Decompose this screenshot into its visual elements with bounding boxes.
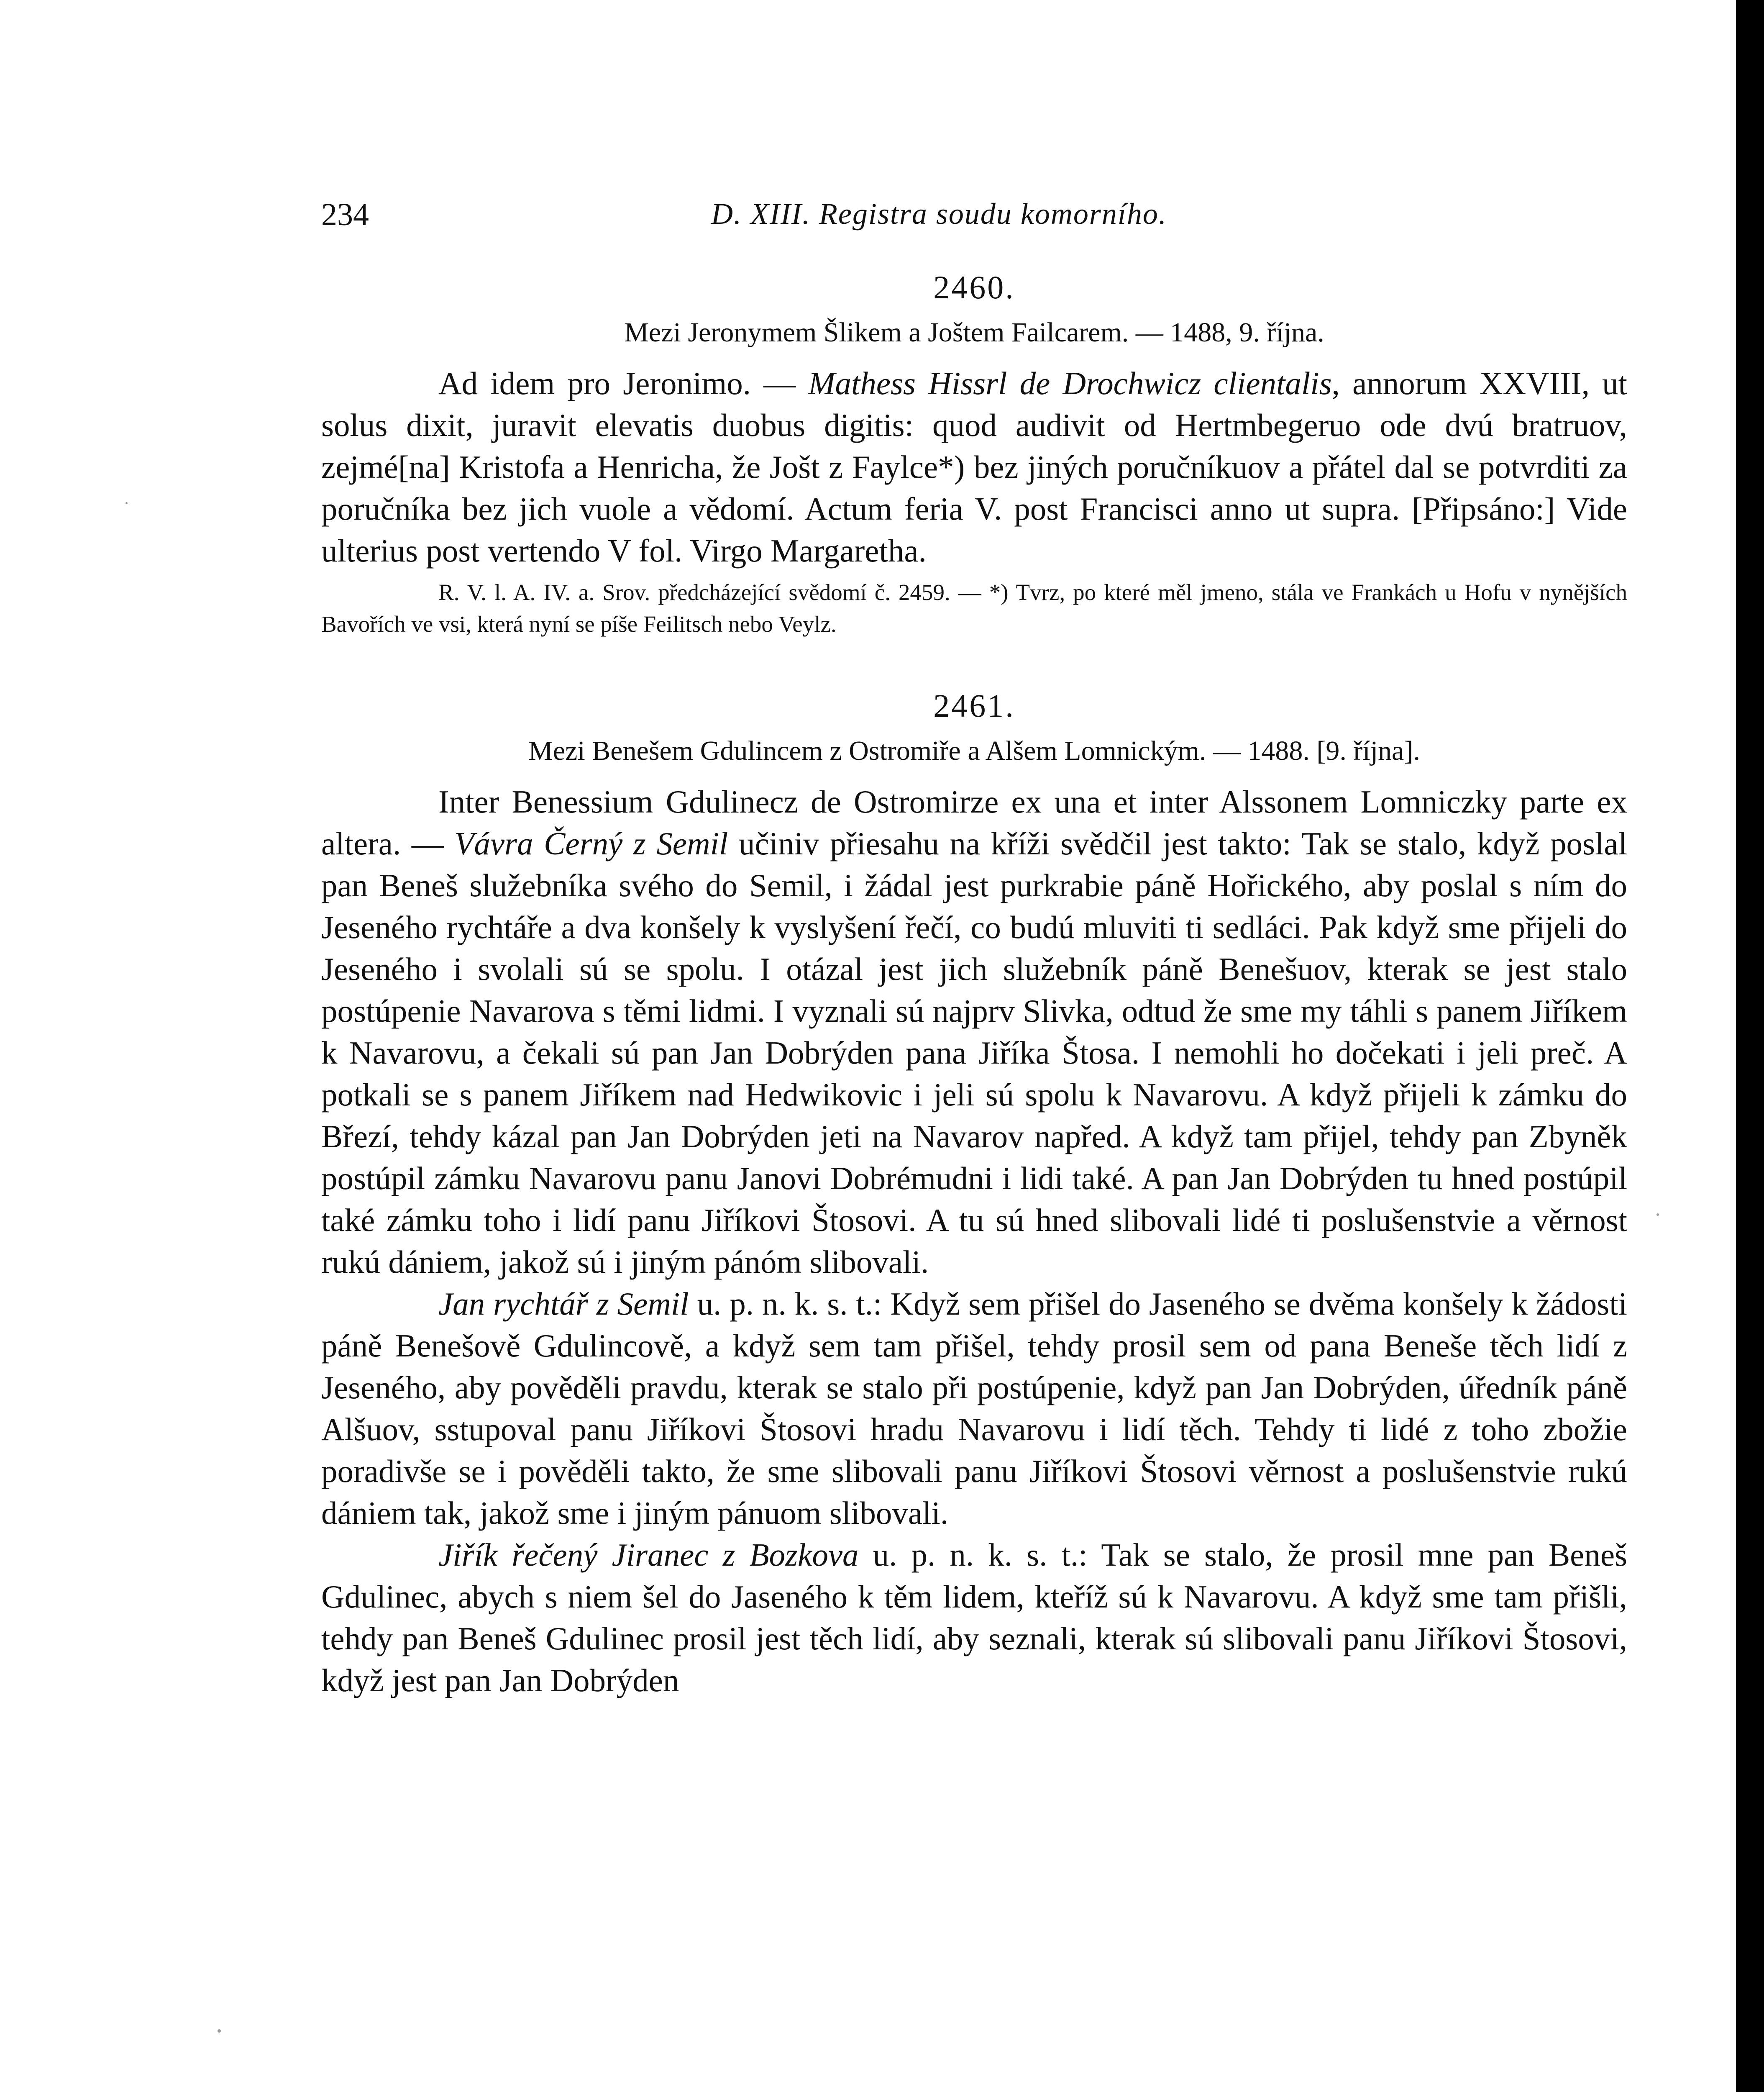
entry-paragraph [321,1534,1627,1701]
paragraph-text: učiniv přiesahu na kříži svědčil jest takto: Tak se stalo, když poslal pan Beneš služebníka svého do Semil, i žádal jest purkrabie páně Hořického, aby poslal s ním do Jeseného rychtáře a dva konšely k vyslyšení řečí, co budú mluviti ti sedláci. Pak když sme přijeli do Jeseného i svolali sú se spolu. I otázal jest jich služebník páně Benešuov, kterak se jest stalo postúpenie Navarova s těmi lidmi. I vyznali sú najprv Slivka, odtud že sme my táhli s panem Jiříkem k Navarovu, a čekali sú pan Jan Dobrýden pana Jiříka Štosa. I nemohli ho dočekati i jeli preč. A potkali se s panem Jiříkem nad Hedwikovic i jeli sú spolu k Navarovu. A když přijeli k zámku do Březí, tehdy kázal pan Jan Dobrýden jeti na Navarov napřed. A když tam přijel, tehdy pan Zbyněk postúpil zámku Navarovu panu Janovi Dobrémudni i lidi také. A pan Jan Dobrýden tu hned postúpil také zámku toho i lidí panu Jiříkovi Štosovi. A tu sú hned slibovali lidé ti poslušenstvie a věrnost rukú dániem, jakož sú i jiným pánóm slibovali. [321,826,1627,1280]
entry-2460 [321,268,1627,640]
witness-name: Vávra Černý z Semil [454,826,728,862]
entry-paragraph [321,781,1627,1283]
witness-name: Jiřík řečený Jiranec z Bozkova [438,1537,859,1573]
witness-name: Mathess Hissrl de Drochwicz clientalis [808,365,1332,402]
entry-paragraph [321,362,1627,572]
entry-title: Mezi Benešem Gdulincem z Ostromiře a Alšem Lomnickým. — 1488. [9. října]. [528,735,1420,766]
scan-border [1736,0,1764,2092]
entry-paragraph [321,1283,1627,1534]
scan-speck [125,502,128,504]
scan-speck [1656,1213,1659,1216]
running-title: D. XIII. Registra soudu komorního. [711,197,1167,231]
paragraph-text: Inter Benessium Gdulinecz de Ostromirze ex una et inter Alssonem Lomniczky parte ex altera. — [321,784,1627,862]
footnote: R. V. l. A. IV. a. Srov. předcházející svědomí č. 2459. — *) Tvrz, po které měl jmeno, stála ve Frankách u Hofu v nynějších Bavořích ve vsi, která nyní se píše Feilitsch nebo Veylz. [321,579,1627,637]
entry-separator [321,640,1627,686]
witness-name: Jan rychtář z Semil [438,1286,689,1322]
entry-title: Mezi Jeronymem Šlikem a Joštem Failcarem. — 1488, 9. října. [624,317,1324,348]
entry-number: 2461. [933,687,1015,724]
entry-number: 2460. [933,269,1015,305]
paragraph-text: u. p. n. k. s. t.: Tak se stalo, že prosil mne pan Beneš Gdulinec, abych s niem šel do Jaseného k těm lidem, kteříž sú k Navarovu. A když sme tam přišli, tehdy pan Beneš Gdulinec prosil jest těch lidí, aby seznali, kterak sú slibovali panu Jiříkovi Štosovi, když jest pan Jan Dobrýden [321,1537,1627,1699]
running-head [0,197,1736,238]
paragraph-text: , annorum XXVIII, ut solus dixit, juravit elevatis duobus digitis: quod audivit od Hertmbegeruo ode dvú bratruov, zejmé[na] Kristofa a Henricha, že Jošt z Faylce*) bez jiných poručníkuov a přátel dal se potvrditi za poručníka bez jich vuole a vědomí. Actum feria V. post Francisci anno ut supra. [Připsáno:] Vide ulterius post vertendo V fol. Virgo Margaretha. [321,365,1628,569]
scan-speck [218,2029,221,2033]
paragraph-text: Ad idem pro Jeronimo. — [438,365,809,402]
text-column [321,268,1627,1701]
paragraph-text: u. p. n. k. s. t.: Když sem přišel do Jaseného se dvěma konšely k žádosti páně Benešově Gdulincově, a když sem tam přišel, tehdy prosil sem od pana Beneše těch lidí z Jeseného, aby pověděli pravdu, kterak se stalo při postúpenie, když pan Jan Dobrýden, úředník páně Alšuov, sstupoval panu Jiříkovi Štosovi hradu Navarovu i lidí těch. Tehdy ti lidé z toho zbožie poradivše se i pověděli takto, že sme slibovali panu Jiříkovi Štosovi věrnost a poslušenstvie rukú dániem tak, jakož sme i jiným pánuom slibovali. [321,1286,1628,1531]
entry-2461 [321,686,1627,1701]
page-number: 234 [321,197,369,232]
